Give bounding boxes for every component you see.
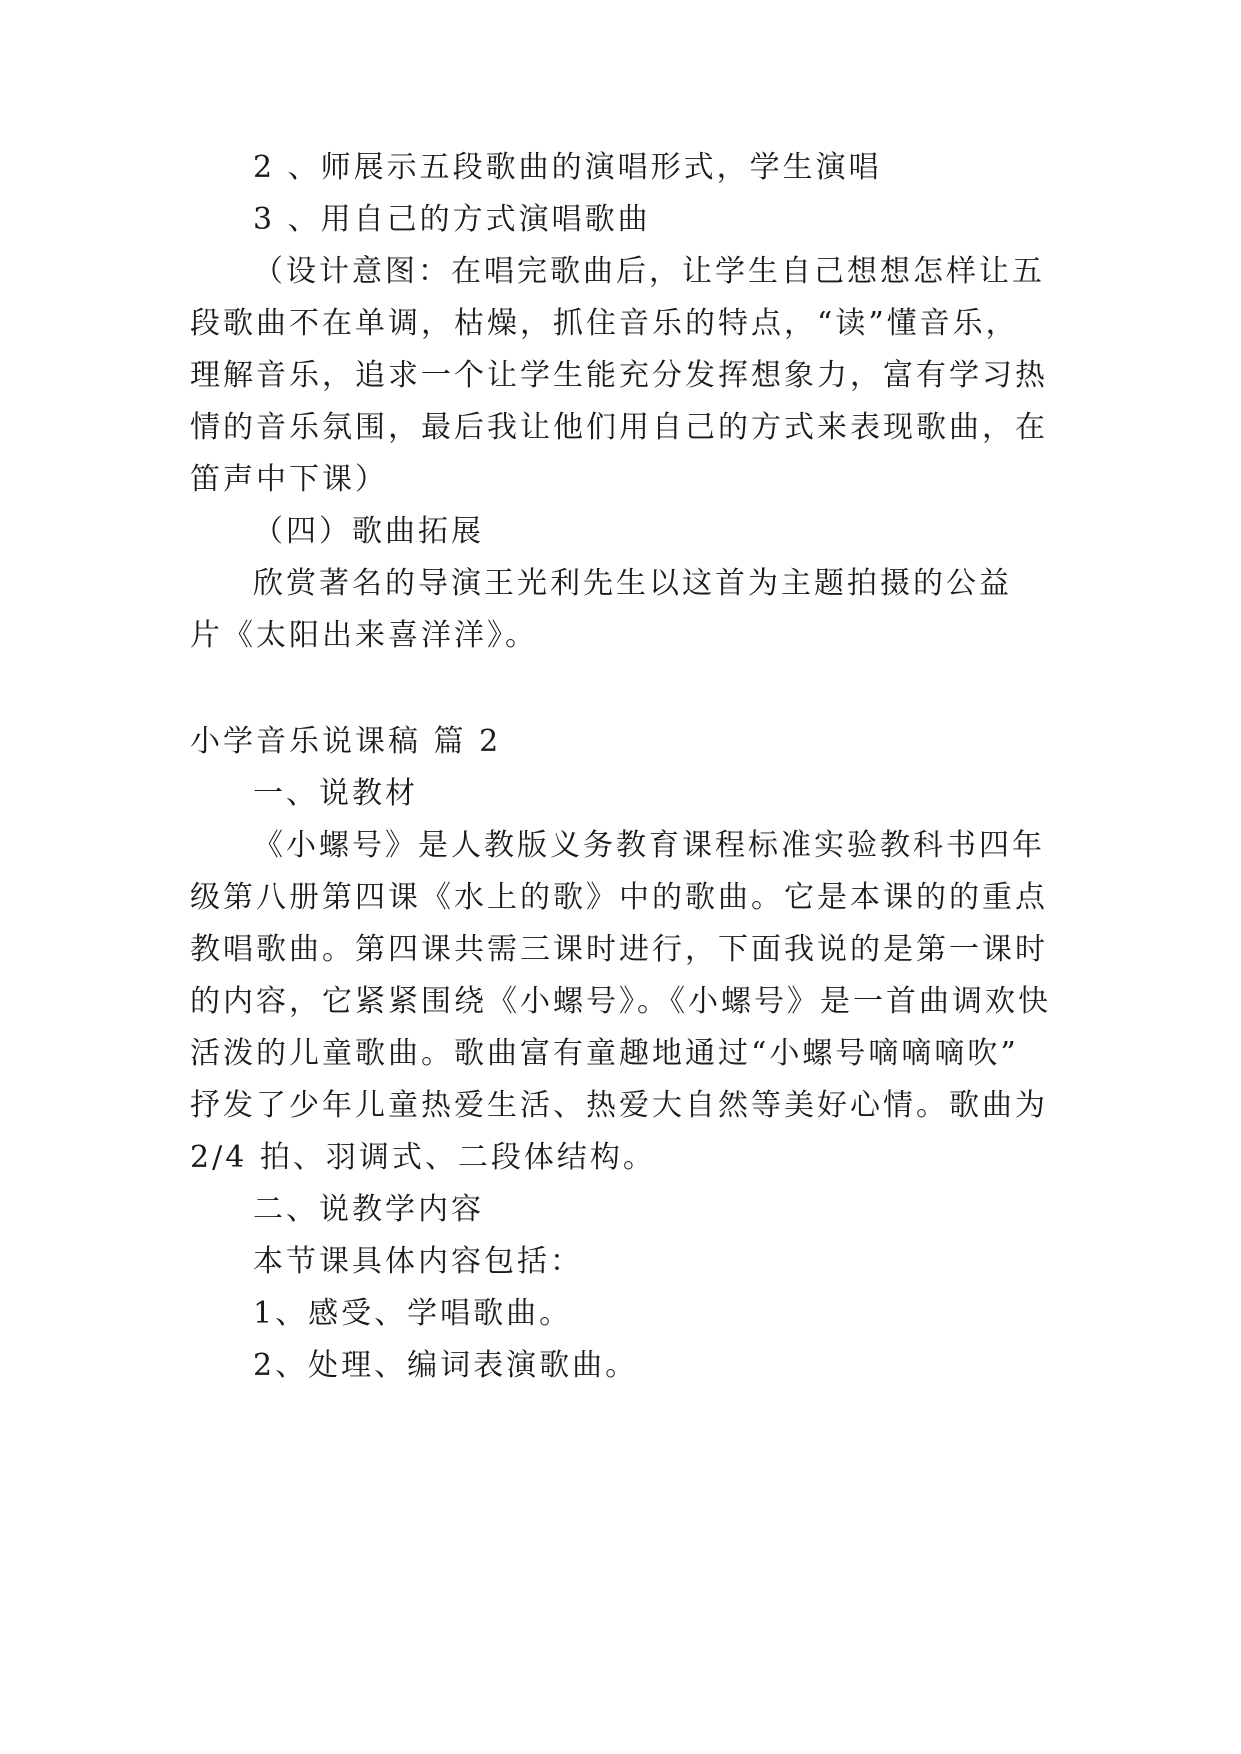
paragraph-line: 本节课具体内容包括： — [253, 1244, 583, 1279]
list-item: 1、感受、学唱歌曲。 — [253, 1296, 573, 1331]
paragraph-line: 《小螺号》是人教版义务教育课程标准实验教科书四年 — [253, 828, 1045, 863]
paragraph-line: 笛声中下课） — [190, 462, 388, 497]
paragraph-line: 段歌曲不在单调，枯燥，抓住音乐的特点，“读”懂音乐， — [190, 306, 1019, 341]
list-item: 2 、师展示五段歌曲的演唱形式，学生演唱 — [253, 150, 882, 185]
paragraph-line: （设计意图：在唱完歌曲后，让学生自己想想怎样让五 — [253, 254, 1045, 289]
list-item: 2、处理、编词表演歌曲。 — [253, 1348, 639, 1383]
paragraph-line: 情的音乐氛围，最后我让他们用自己的方式来表现歌曲，在 — [190, 410, 1048, 445]
paragraph-line: 的内容，它紧紧围绕《小螺号》。《小螺号》是一首曲调欢快 — [190, 984, 1051, 1019]
paragraph-line: 片《太阳出来喜洋洋》。 — [190, 618, 538, 653]
section-title: 小学音乐说课稿 篇 2 — [190, 724, 502, 759]
heading: 二、说教学内容 — [253, 1192, 484, 1227]
subheading: （四）歌曲拓展 — [253, 514, 484, 549]
paragraph-line: 教唱歌曲。第四课共需三课时进行，下面我说的是第一课时 — [190, 932, 1048, 967]
paragraph-line: 2/4 拍、羽调式、二段体结构。 — [190, 1140, 656, 1175]
heading: 一、说教材 — [253, 776, 418, 811]
list-item: 3 、用自己的方式演唱歌曲 — [253, 202, 651, 237]
paragraph-line: 级第八册第四课《水上的歌》中的歌曲。它是本课的的重点 — [190, 880, 1048, 915]
paragraph-line: 欣赏著名的导演王光利先生以这首为主题拍摄的公益 — [253, 566, 1012, 601]
paragraph-line: 抒发了少年儿童热爱生活、热爱大自然等美好心情。歌曲为 — [190, 1088, 1048, 1123]
paragraph-line: 活泼的儿童歌曲。歌曲富有童趣地通过“小螺号嘀嘀嘀吹” — [190, 1036, 1019, 1071]
paragraph-line: 理解音乐，追求一个让学生能充分发挥想象力，富有学习热 — [190, 358, 1048, 393]
